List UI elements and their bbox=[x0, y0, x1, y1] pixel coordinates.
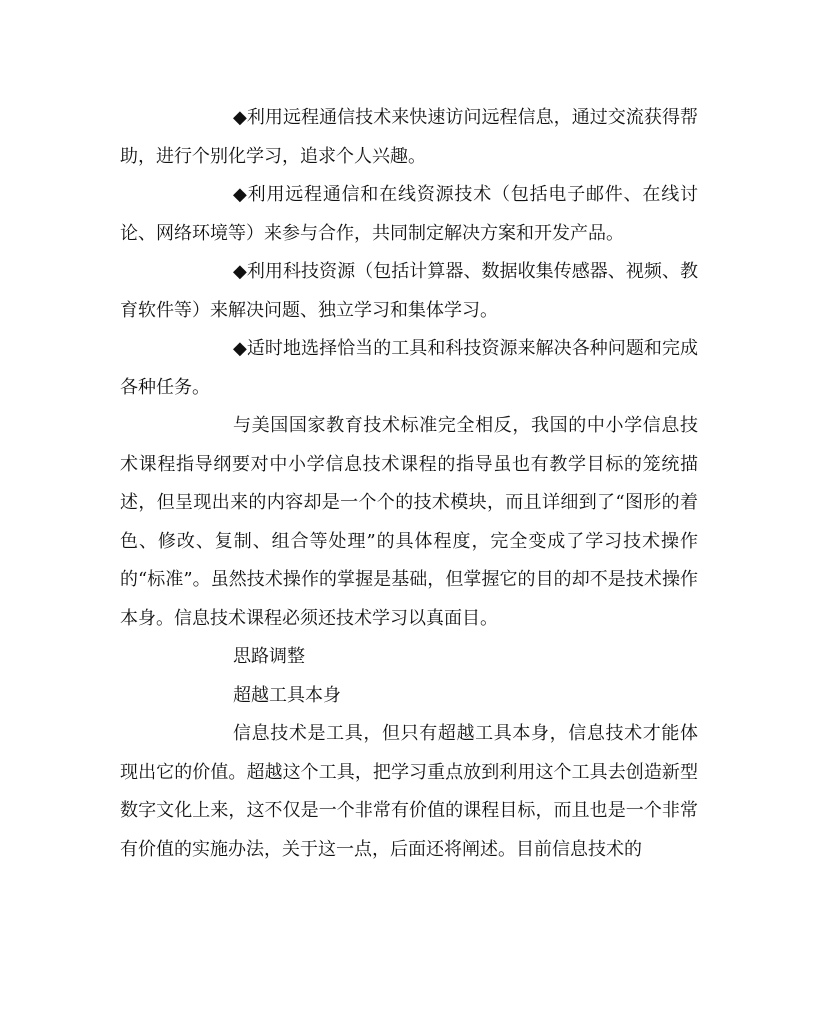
bullet-paragraph-tool-selection: ◆适时地选择恰当的工具和科技资源来解决各种问题和完成各种任务。 bbox=[120, 338, 698, 398]
document-body bbox=[120, 99, 698, 869]
subsection-heading: 超越工具本身 bbox=[233, 684, 341, 706]
section-heading: 思路调整 bbox=[233, 646, 305, 667]
bullet-paragraph-tech-resources: ◆利用科技资源（包括计算器、数据收集传感器、视频、教育软件等）来解决问题、独立学习和集体学习。 bbox=[120, 261, 698, 321]
body-paragraph-comparison: 与美国国家教育技术标准完全相反，我国的中小学信息技术课程指导纲要对中小学信息技术课程的指导虽也有教学目标的笼统描述，但呈现出来的内容却是一个个的技术模块，而且详细到了“图形的着色、修改、复制、组合等处理”的具体程度，完全变成了学习技术操作的“标准”。虽然技术操作的掌握是基础，但掌握它的目的却不是技术操作本身。信息技术课程必须还技术学习以真面目。 bbox=[120, 415, 698, 629]
bullet-paragraph-remote-access: ◆利用远程通信技术来快速访问远程信息，通过交流获得帮助，进行个别化学习，追求个人兴趣。 bbox=[120, 107, 698, 167]
bullet-paragraph-collaboration: ◆利用远程通信和在线资源技术（包括电子邮件、在线讨论、网络环境等）来参与合作，共同制定解决方案和开发产品。 bbox=[120, 184, 698, 244]
body-paragraph-beyond-tools: 信息技术是工具，但只有超越工具本身，信息技术才能体现出它的价值。超越这个工具，把学习重点放到利用这个工具去创造新型数字文化上来，这不仅是一个非常有价值的课程目标，而且也是一个非常有价值的实施办法，关于这一点，后面还将阐述。目前信息技术的 bbox=[120, 723, 698, 860]
